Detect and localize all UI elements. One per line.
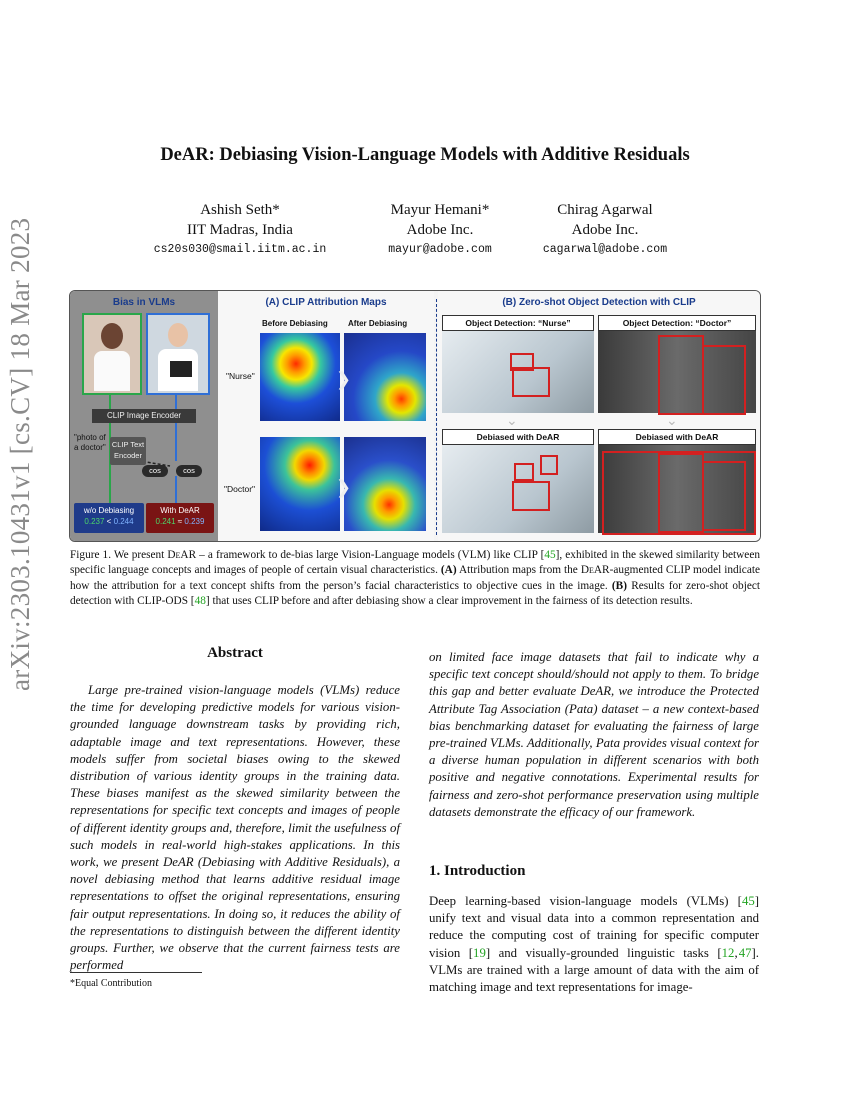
citation-link[interactable]: 12 bbox=[721, 945, 735, 960]
debiased-doctor-image bbox=[598, 445, 756, 533]
after-label: After Debiasing bbox=[348, 319, 408, 328]
abstract-left: Large pre-trained vision-language models (VLMs) reduce the time for developing predictive models for various vision-grounded language downstream tasks by providing rich, adaptable image and text representations. However, these models suffer from societal biases owing to the skewed distribution of various identity groups in the training data. These biases manifest as the skewed similarity between the representations for specific text concepts and images of people of different identity groups and, therefore, limit the usefulness of such models in real-world high-stakes applications. In this work, we present DeAR (Debiasing with Additive Residuals), a novel debiasing method that learns additive residual image representations to offset the original representations, ensuring fair output representations. In doing so, it reduces the ability of the representations to distinguish between the different identity groups. Further, we observe that the current fairness tests are performed bbox=[70, 683, 400, 973]
heatmap-doctor-after bbox=[344, 437, 426, 531]
panel-divider bbox=[436, 299, 437, 535]
attribution-panel-title: (A) CLIP Attribution Maps bbox=[265, 297, 387, 308]
author-email[interactable]: mayur@adobe.com bbox=[388, 243, 492, 256]
citation-link[interactable]: 47 bbox=[738, 945, 752, 960]
bias-panel bbox=[70, 291, 218, 541]
wo-value-1: 0.237 bbox=[84, 517, 105, 526]
nurse-label: "Nurse" bbox=[226, 371, 255, 381]
wo-debiasing-box bbox=[74, 503, 144, 533]
intro-text: Deep learning-based vision-language models (VLMs) [45] unify text and visual data into a common representation and reduce the computing cost of training for specific computer vision [19] and visually-grounded linguistic tasks [12, 47]. VLMs are trained with a large amount of data with the aim of matching image and text representations for image- bbox=[429, 894, 759, 995]
author-affiliation: IIT Madras, India bbox=[187, 222, 293, 238]
author-email[interactable]: cs20s030@smail.iitm.ac.in bbox=[153, 243, 327, 256]
footnote-rule bbox=[70, 972, 202, 973]
intro-text-part: ] unify text and visual data into a common representation and reduce the computing cost of training for specific computer vision [ bbox=[429, 894, 759, 960]
citation-link[interactable]: 48 bbox=[194, 595, 206, 608]
with-compare: ≈ bbox=[177, 517, 183, 526]
detection-panel bbox=[438, 291, 760, 541]
author-affiliation: Adobe Inc. bbox=[571, 222, 639, 238]
caption-text: – a framework to de-bias large Vision-Language models (VLM) like CLIP [ bbox=[196, 549, 545, 561]
abstract-right: on limited face image datasets that fail to indicate why a specific text concept should/should not apply to them. To bridge this gap and better evaluate DeAR, we introduce the Protected Attribute Tag Association (Pata) dataset – a new context-based bias benchmarking dataset for evaluating the fairness of large pre-trained VLMs. Additionally, Pata provides visual context for a diverse human population in different scenarios with both positive and negative connotations. Experimental results for fairness and zero-shot performance preservation using multiple datasets demonstrate the efficacy of our framework. bbox=[429, 650, 759, 819]
caption-text: Figure 1. We present bbox=[70, 549, 168, 561]
paper-title: DeAR: Debiasing Vision-Language Models with Additive Residuals bbox=[160, 145, 690, 165]
before-label: Before Debiasing bbox=[262, 319, 328, 328]
caption-dear: DeAR bbox=[580, 564, 610, 577]
cos-node-2: cos bbox=[176, 465, 202, 477]
figure-1 bbox=[69, 290, 761, 542]
wo-compare: < bbox=[106, 517, 112, 526]
caption-label-b: (B) bbox=[611, 579, 627, 592]
prompt-text: "photo of a doctor" bbox=[74, 433, 106, 452]
chevron-down-icon: ⌄ bbox=[506, 413, 518, 429]
intro-text-part: Deep learning-based vision-language models (VLMs) [ bbox=[429, 894, 742, 908]
caption-text: Results for zero-shot object detection with CLIP-ODS [ bbox=[70, 579, 761, 608]
caption-text: -augmented CLIP model indicate how the attribution for a text concept shifts from the person’s facial characteristics to objective cues in the image. bbox=[70, 564, 760, 592]
with-dear-label: With DeAR bbox=[160, 506, 200, 515]
intro-text-part: ] and visually-grounded linguistic tasks [ bbox=[485, 945, 722, 960]
author-1 bbox=[140, 200, 340, 260]
heatmap-doctor-before bbox=[260, 437, 340, 531]
footnote: *Equal Contribution bbox=[70, 978, 152, 989]
citation-link[interactable]: 45 bbox=[544, 549, 556, 561]
arrow-right-icon: ❯ bbox=[336, 477, 352, 498]
figure-caption bbox=[70, 548, 760, 610]
caption-text: ] that uses CLIP before and after debiasing show a clear improvement in the fairness of its detection results. bbox=[205, 595, 693, 608]
intro-heading: 1. Introduction bbox=[429, 863, 526, 879]
with-value-1: 0.241 bbox=[155, 517, 176, 526]
caption-label-a: (A) bbox=[440, 564, 457, 577]
od-nurse-image bbox=[442, 331, 594, 413]
wo-debiasing-label: w/o Debiasing bbox=[83, 506, 135, 515]
debiased-nurse-image bbox=[442, 445, 594, 533]
arrow-right-icon: ❯ bbox=[336, 369, 352, 390]
debiased-label-1: Debiased with DeAR bbox=[442, 429, 594, 445]
debiased-label-2: Debiased with DeAR bbox=[598, 429, 756, 445]
author-name: Chirag Agarwal bbox=[557, 202, 653, 218]
author-affiliation: Adobe Inc. bbox=[406, 222, 474, 238]
bias-panel-title: Bias in VLMs bbox=[112, 297, 176, 308]
citation-link[interactable]: 19 bbox=[473, 945, 486, 960]
author-name: Mayur Hemani* bbox=[390, 202, 490, 218]
clip-text-encoder: CLIP Text Encoder bbox=[110, 437, 146, 465]
clip-image-encoder: CLIP Image Encoder bbox=[92, 409, 196, 423]
od-doctor-image bbox=[598, 331, 756, 413]
caption-text: Attribution maps from the bbox=[456, 564, 581, 577]
caption-dear: DeAR bbox=[167, 549, 197, 561]
od-nurse-label: Object Detection: “Nurse” bbox=[442, 315, 594, 331]
chevron-down-icon: ⌄ bbox=[666, 413, 678, 429]
intro-text-part: ]. VLMs are trained with a large amount of data with the aim of matching image and text representations for image- bbox=[429, 945, 759, 995]
with-value-2: 0.239 bbox=[184, 517, 205, 526]
author-name: Ashish Seth* bbox=[200, 202, 280, 218]
citation-link[interactable]: 45 bbox=[741, 894, 755, 908]
author-email[interactable]: cagarwal@adobe.com bbox=[542, 243, 668, 256]
od-doctor-label: Object Detection: “Doctor” bbox=[598, 315, 756, 331]
arxiv-identifier: arXiv:2303.10431v1 [cs.CV] 18 Mar 2023 bbox=[5, 217, 35, 691]
doctor-label: "Doctor" bbox=[224, 484, 256, 494]
with-dear-box bbox=[146, 503, 214, 533]
detection-panel-title: (B) Zero-shot Object Detection with CLIP bbox=[502, 297, 696, 308]
abstract-heading: Abstract bbox=[207, 645, 263, 661]
author-3 bbox=[505, 200, 705, 260]
caption-text: ], exhibited in the skewed similarity between specific language concepts and images of people of certain visual characteristics. bbox=[70, 549, 760, 577]
heatmap-nurse-after bbox=[344, 333, 426, 421]
heatmap-nurse-before bbox=[260, 333, 340, 421]
attribution-panel bbox=[218, 291, 434, 541]
wo-value-2: 0.244 bbox=[113, 517, 134, 526]
cos-node-1: cos bbox=[142, 465, 168, 477]
